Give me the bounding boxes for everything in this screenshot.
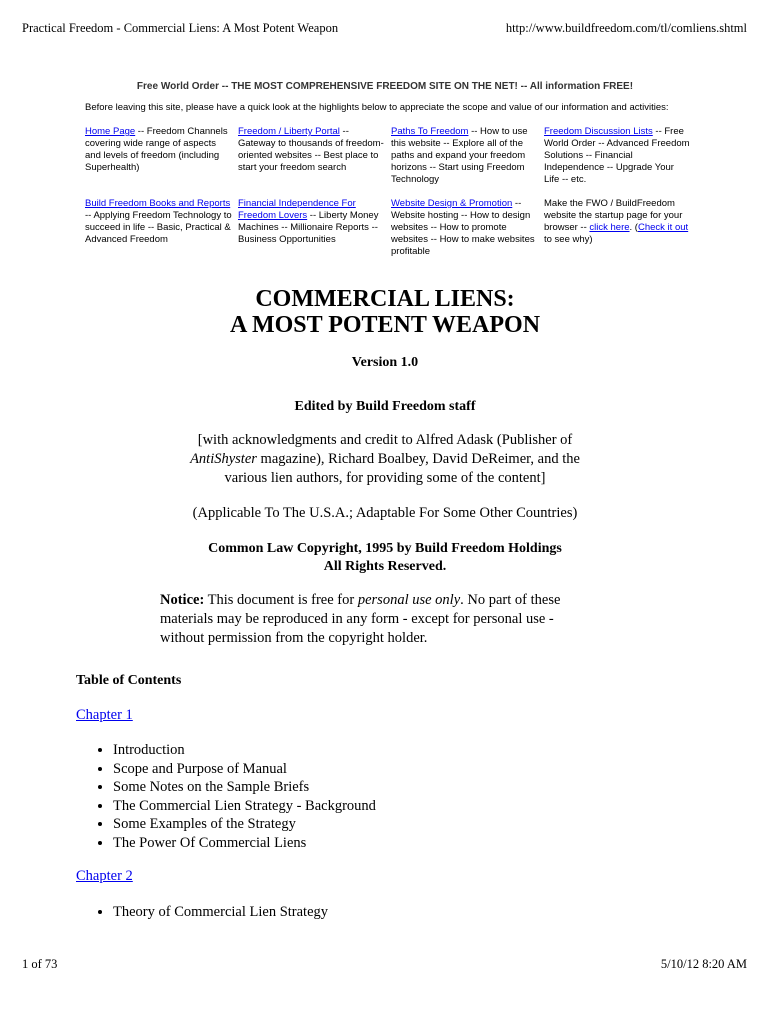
paths-to-freedom-link[interactable]: Paths To Freedom	[391, 126, 469, 137]
copyright-notice	[0, 540, 770, 576]
notice-emphasis: personal use only	[357, 592, 461, 608]
highlight-text: -- Gateway to thousands of freedom-oriented websites -- Best place to start your freedom search	[238, 126, 384, 173]
discussion-lists-link[interactable]: Freedom Discussion Lists	[544, 126, 653, 137]
intro-text: Before leaving this site, please have a quick look at the highlights below to appreciate the scope and value of our information and activities:	[85, 102, 669, 113]
editor-credit: Edited by Build Freedom staff	[294, 399, 476, 414]
highlight-text: -- Website hosting -- How to design websites -- How to promote websites -- How to make websites profitable	[391, 198, 535, 257]
highlight-cell	[238, 198, 391, 258]
website-design-link[interactable]: Website Design & Promotion	[391, 198, 513, 209]
liberty-portal-link[interactable]: Freedom / Liberty Portal	[238, 126, 340, 137]
highlight-text: Make the FWO / BuildFreedom website the startup page for your browser --	[544, 198, 683, 233]
chapter-1-list	[76, 741, 376, 852]
home-page-link[interactable]: Home Page	[85, 126, 136, 137]
chapter-2-heading	[76, 868, 133, 885]
list-item: • Theory of Commercial Lien Strategy	[113, 903, 328, 922]
notice-label: Notice:	[160, 592, 205, 608]
ack-text: [with acknowledgments and credit to Alfred Adask (Publisher of	[197, 432, 573, 448]
chapter-1-heading	[76, 707, 133, 724]
ack-text: magazine), Richard Boalbey, David DeReimer, and the various lien authors, for providing some of the content]	[224, 451, 580, 486]
page-header-title: Practical Freedom - Commercial Liens: A Most Potent Weapon	[22, 21, 339, 35]
title-line: A MOST POTENT WEAPON	[229, 312, 541, 338]
chapter-2-list	[76, 903, 328, 922]
list-item: • Introduction	[113, 741, 376, 760]
magazine-name: AntiShyster	[190, 451, 257, 467]
list-item: • Some Notes on the Sample Briefs	[113, 778, 376, 797]
copyright-line: All Rights Reserved.	[323, 559, 447, 574]
document-title	[0, 286, 770, 338]
list-item: • The Commercial Lien Strategy - Background	[113, 797, 376, 816]
highlight-cell	[544, 198, 697, 258]
list-item: • Some Examples of the Strategy	[113, 815, 376, 834]
highlight-cell	[391, 198, 544, 258]
page-count: 1 of 73	[22, 957, 58, 971]
applicability-note: (Applicable To The U.S.A.; Adaptable For Some Other Countries)	[192, 505, 578, 521]
highlight-text: . (	[629, 222, 638, 233]
highlight-text: -- Free World Order -- Advanced Freedom Solutions -- Financial Independence -- Upgrade Your Life -- etc.	[544, 126, 690, 185]
highlight-cell	[544, 126, 697, 186]
notice-text: . No part of these materials may be reproduced in any form - except for personal use - without permission from the copyright holder.	[160, 592, 561, 646]
chapter-1-link[interactable]: Chapter 1	[76, 707, 133, 723]
site-banner: Free World Order -- THE MOST COMPREHENSIVE FREEDOM SITE ON THE NET! -- All information FREE!	[136, 81, 634, 92]
list-item: • Scope and Purpose of Manual	[113, 760, 376, 779]
check-it-out-link[interactable]: Check it out	[637, 222, 689, 233]
highlight-cell	[85, 198, 238, 258]
financial-independence-link[interactable]: Financial Independence For Freedom Lovers	[238, 198, 356, 221]
highlight-text: -- Liberty Money Machines -- Millionaire Reports -- Business Opportunities	[238, 210, 379, 245]
click-here-link[interactable]: click here	[589, 222, 630, 233]
highlight-text: -- Freedom Channels covering wide range of aspects and levels of freedom (including Superhealth)	[85, 126, 228, 173]
copyright-line: Common Law Copyright, 1995 by Build Freedom Holdings	[208, 541, 562, 556]
highlight-cell	[238, 126, 391, 186]
highlight-cell	[85, 126, 238, 186]
highlight-text: -- How to use this website -- Explore all of the paths and expand your freedom horizons -- Start using Freedom Technology	[391, 126, 528, 185]
list-item: • The Power Of Commercial Liens	[113, 834, 376, 853]
highlights-grid	[85, 126, 695, 258]
chapter-2-link[interactable]: Chapter 2	[76, 868, 133, 884]
notice-text: This document is free for	[204, 592, 358, 608]
highlight-text: -- Applying Freedom Technology to succeed in life -- Basic, Practical & Advanced Freedom	[85, 210, 232, 245]
toc-heading: Table of Contents	[76, 673, 182, 688]
print-datetime: 5/10/12 8:20 AM	[660, 957, 747, 971]
acknowledgments	[170, 431, 600, 488]
highlight-text: to see why)	[544, 234, 593, 245]
highlight-cell	[391, 126, 544, 186]
page-header-url: http://www.buildfreedom.com/tl/comliens.shtml	[505, 21, 747, 35]
title-line: COMMERCIAL LIENS:	[255, 286, 515, 312]
books-reports-link[interactable]: Build Freedom Books and Reports	[85, 198, 231, 209]
version-label: Version 1.0	[351, 355, 419, 370]
usage-notice	[160, 591, 600, 648]
